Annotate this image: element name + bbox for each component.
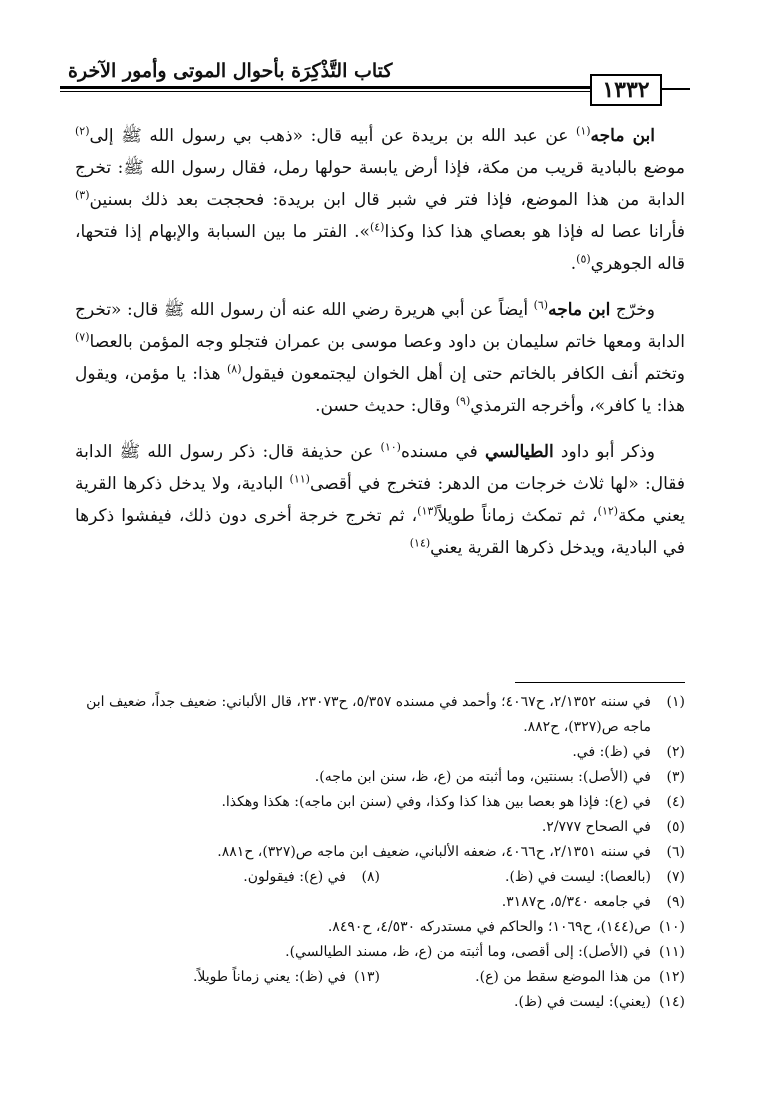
paragraph-text: موضع بالبادية قريب من مكة، فإذا أرض يابسة حولها رمل، فقال رسول الله ﷺ: تخرج الدابة من هذا الموضع، فإذا فتر في شبر قال ابن بريدة: فحججت بعد ذلك بسنين [75, 158, 685, 210]
header-rule [60, 86, 590, 89]
paragraph-text: ، ثم تمكث زماناً طويلاً [437, 506, 598, 526]
footnote-number: (٧) [666, 869, 685, 885]
footnote-row-7-8 [75, 865, 685, 890]
narrator-name: ابن ماجه [548, 300, 611, 320]
footnote-number: (١٠) [659, 919, 685, 935]
footnote-text: من هذا الموضع سقط من (ع). [475, 969, 651, 985]
footnote-ref[interactable]: (١١) [289, 472, 310, 486]
footnote-text: ص(١٤٤)، ح١٠٦٩؛ والحاكم في مستدركه ٤/٥٣٠، ح٨٤٩٠. [327, 919, 651, 935]
footnote-text: في (ظ): يعني زماناً طويلاً. [192, 969, 346, 985]
footnote-10 [75, 915, 685, 940]
paragraph-lead: وخرّج [610, 300, 655, 320]
footnote-number: (٥) [666, 819, 685, 835]
footnote-ref[interactable]: (١) [576, 124, 591, 138]
footnote-11 [75, 940, 685, 965]
paragraph-3 [75, 436, 685, 564]
paragraph-text: وقال: حديث حسن. [315, 396, 456, 416]
footnote-ref[interactable]: (٥) [576, 252, 591, 266]
footnote-number: (١٢) [659, 969, 685, 985]
footnote-4 [75, 790, 685, 815]
footnote-number: (٢) [666, 744, 685, 760]
footnote-7 [380, 865, 685, 890]
paragraph-text: أيضاً عن أبي هريرة رضي الله عنه أن رسول الله ﷺ قال: «تخرج الدابة ومعها خاتم سليمان بن داود وعصا موسى بن عمران فتجلو وجه المؤمن بالعصا [75, 300, 685, 352]
footnote-number: (٤) [666, 794, 685, 810]
footnote-1 [75, 690, 685, 740]
paragraph-text: وتختم أنف الكافر بالخاتم حتى إن أهل الخوان ليجتمعون فيقول [241, 364, 685, 384]
paragraph-1 [75, 120, 685, 280]
paragraph-text: ، ثم تخرج خرجة أخرى دون ذلك، فيفشوا ذكرها في البادية، ويدخل ذكرها القرية يعني [75, 506, 685, 558]
paragraph-text: عن حذيفة قال: ذكر رسول الله ﷺ الدابة فقال: «لها ثلاث خرجات من الدهر: فتخرج في أقصى [75, 442, 686, 494]
footnote-ref[interactable]: (٩) [455, 394, 471, 408]
footnote-14 [75, 990, 685, 1015]
footnote-2 [75, 740, 685, 765]
book-title: كتاب التَّذْكِرَة بأحوال الموتى وأمور الآخرة [68, 60, 393, 82]
footnote-text: في (الأصل): إلى أقصى، وما أثبته من (ع، ظ، مسند الطيالسي). [285, 944, 651, 960]
footnote-text: في الصحاح ٢/٧٧٧. [541, 819, 651, 835]
footnote-8 [75, 865, 380, 890]
footnote-text: في (ظ): في. [572, 744, 651, 760]
narrator-name: الطيالسي [485, 442, 554, 462]
paragraph-text: عن عبد الله بن بريدة عن أبيه قال: «ذهب بي رسول الله ﷺ إلى [89, 126, 577, 146]
page-number: ١٣٣٢ [590, 74, 662, 106]
footnote-9 [75, 890, 685, 915]
paragraph-2 [75, 294, 685, 422]
paragraph-text: هذا: يا مؤمن، ويقول هذا: يا كافر»، وأخرجه الترمذي [75, 364, 685, 416]
footnote-number: (١) [666, 694, 685, 710]
footnote-ref[interactable]: (٢) [75, 124, 90, 138]
footnote-ref[interactable]: (١٢) [597, 504, 619, 518]
footnote-text: في سننه ٢/١٣٥١، ح٤٠٦٦، ضعفه الألباني، ضعيف ابن ماجه ص(٣٢٧)، ح٨٨١. [217, 844, 651, 860]
footnote-text: في (ع): فيقولون. [243, 869, 346, 885]
paragraph-text: البادية، ولا يدخل ذكرها القرية يعني مكة [75, 474, 686, 526]
footnote-number: (٨) [361, 869, 380, 885]
footnote-text: في جامعه ٥/٣٤٠، ح٣١٨٧. [501, 894, 651, 910]
footnote-number: (٣) [666, 769, 685, 785]
footnote-5 [75, 815, 685, 840]
footnote-ref[interactable]: (٧) [75, 330, 90, 344]
footnote-text: (بالعصا): ليست في (ظ). [505, 869, 651, 885]
footnote-number: (١٣) [354, 969, 380, 985]
footnote-ref[interactable]: (٤) [369, 220, 385, 234]
paragraph-text: فأرانا عصا له فإذا هو بعصاي هذا كذا وكذا [384, 222, 685, 242]
paragraph-text: في مسنده [400, 442, 485, 462]
main-text [75, 120, 685, 578]
footnote-text: (يعني): ليست في (ظ). [514, 994, 651, 1010]
footnote-ref[interactable]: (٣) [75, 188, 90, 202]
footnote-number: (٩) [666, 894, 685, 910]
footnote-ref[interactable]: (٨) [226, 362, 242, 376]
footnote-text: في (الأصل): بسنتين، وما أثبته من (ع، ظ، سنن ابن ماجه). [314, 769, 651, 785]
page-header [60, 52, 690, 104]
footnote-number: (١١) [659, 944, 685, 960]
footnote-ref[interactable]: (١٠) [380, 440, 401, 454]
paragraph-text: . [570, 254, 577, 274]
footnote-text: في سننه ٢/١٣٥٢، ح٤٠٦٧؛ وأحمد في مسنده ٥/٣٥٧، ح٢٣٠٧٣، قال الألباني: ضعيف جداً، ضعيف ابن ماجه ص(٣٢٧)، ح٨٨٢. [86, 694, 651, 735]
footnote-ref[interactable]: (١٤) [409, 536, 431, 550]
paragraph-text: ». الفتر ما بين السبابة والإبهام إذا فتحها، قاله الجوهري [75, 222, 685, 274]
footnote-divider [515, 682, 685, 683]
footnote-ref[interactable]: (٦) [533, 298, 549, 312]
footnote-text: في (ع): فإذا هو بعصا بين هذا كذا وكذا، وفي (سنن ابن ماجه): هكذا وهكذا. [221, 794, 651, 810]
header-rule-thin [60, 91, 590, 92]
footnote-12 [380, 965, 685, 990]
footnote-row-12-13 [75, 965, 685, 990]
footnote-13 [75, 965, 380, 990]
footnote-number: (٦) [666, 844, 685, 860]
paragraph-lead: وذكر أبو داود [553, 442, 655, 462]
footnote-3 [75, 765, 685, 790]
header-rule-right [662, 88, 690, 90]
footnotes [75, 690, 685, 1015]
footnote-number: (١٤) [659, 994, 685, 1010]
narrator-name: ابن ماجه [590, 126, 655, 146]
footnote-ref[interactable]: (١٣) [417, 504, 438, 518]
footnote-6 [75, 840, 685, 865]
